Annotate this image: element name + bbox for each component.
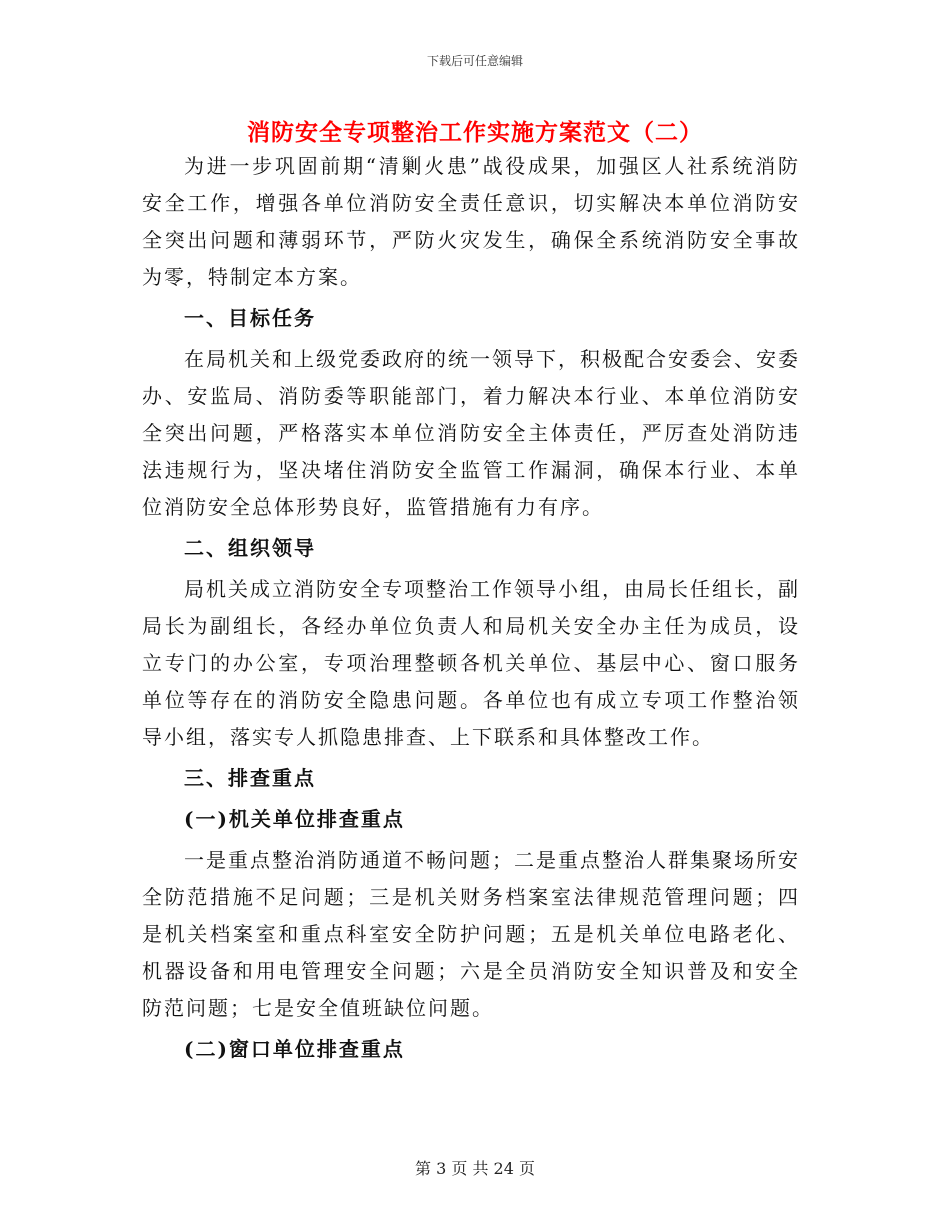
subsection-heading-agency-units: (一)机关单位排查重点 (184, 807, 405, 831)
subsection-heading-window-units: (二)窗口单位排查重点 (184, 1037, 405, 1061)
subsection-body-agency-units: 一是重点整治消防通道不畅问题；二是重点整治人群集聚场所安全防范措施不足问题；三是机关财务档案室法律规范管理问题；四是机关档案室和重点科室安全防护问题；五是机关单位电路老化、机器设备和用电管理安全问题；六是全员消防安全知识普及和安全防范问题；七是安全值班缺位问题。 (142, 848, 800, 1020)
section-heading-goals: 一、目标任务 (184, 306, 316, 330)
section-body-organization: 局机关成立消防安全专项整治工作领导小组，由局长任组长，副局长为副组长，各经办单位负责人和局机关安全办主任为成员，设立专门的办公室，专项治理整顿各机关单位、基层中心、窗口服务单位等存在的消防安全隐患问题。各单位也有成立专项工作整治领导小组，落实专人抓隐患排查、上下联系和具体整改工作。 (142, 577, 800, 749)
intro-paragraph: 为进一步巩固前期“清剿火患”战役成果，加强区人社系统消防安全工作，增强各单位消防安全责任意识，切实解决本单位消防安全突出问题和薄弱环节，严防火灾发生，确保全系统消防安全事故为零，特制定本方案。 (142, 154, 800, 289)
section-heading-organization: 二、组织领导 (184, 536, 316, 560)
page-header-note: 下载后可任意编辑 (426, 54, 523, 68)
document-body (142, 148, 800, 1072)
section-body-goals: 在局机关和上级党委政府的统一领导下，积极配合安委会、安委办、安监局、消防委等职能部门，着力解决本行业、本单位消防安全突出问题，严格落实本单位消防安全主体责任，严厉查处消防违法违规行为，坚决堵住消防安全监管工作漏洞，确保本行业、本单位消防安全总体形势良好，监管措施有力有序。 (142, 347, 800, 519)
document-title: 消防安全专项整治工作实施方案范文（二） (247, 119, 703, 146)
section-heading-inspection-focus: 三、排查重点 (184, 766, 316, 790)
page-number: 第 3 页 共 24 页 (415, 1159, 535, 1178)
